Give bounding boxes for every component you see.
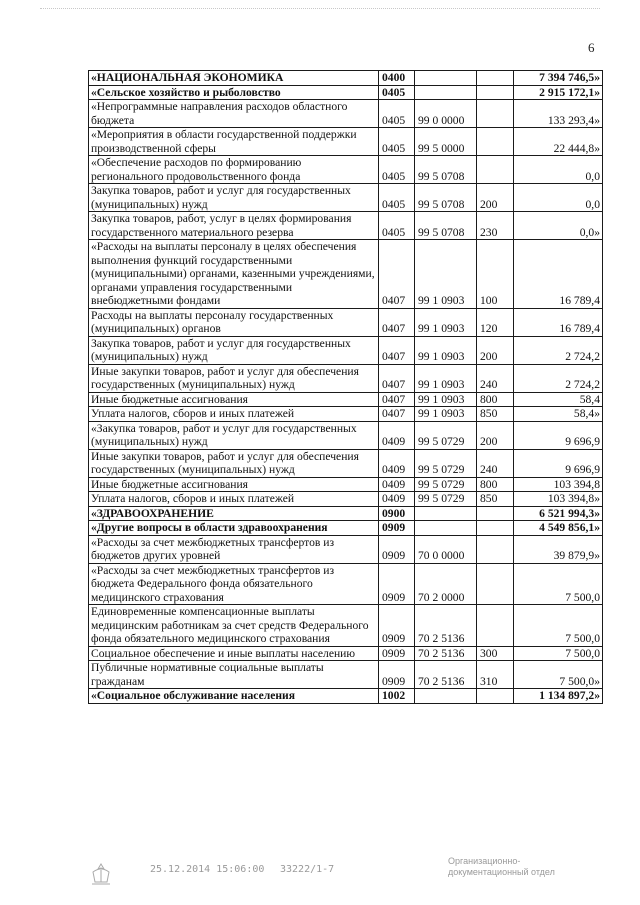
table-row (89, 364, 603, 392)
row-target-code: 70 2 5136 (415, 605, 477, 647)
table-row (89, 477, 603, 492)
footer (88, 856, 608, 890)
row-name: Публичные нормативные социальные выплаты гражданам (89, 661, 379, 689)
row-section: 0407 (379, 308, 415, 336)
budget-table-body (89, 71, 603, 704)
row-name: «Обеспечение расходов по формированию регионального продовольственного фонда (89, 156, 379, 184)
row-name: Закупка товаров, работ и услуг для государственных (муниципальных) нужд (89, 184, 379, 212)
row-target-code: 99 5 0708 (415, 212, 477, 240)
row-amount: 16 789,4 (514, 308, 603, 336)
table-row (89, 492, 603, 507)
table-row (89, 336, 603, 364)
row-target-code (415, 521, 477, 536)
table-row (89, 100, 603, 128)
row-name: Расходы на выплаты персоналу государственных (муниципальных) органов (89, 308, 379, 336)
row-target-code: 99 1 0903 (415, 407, 477, 422)
table-row (89, 71, 603, 86)
row-expense-type: 200 (477, 184, 514, 212)
row-section: 0405 (379, 100, 415, 128)
row-expense-type (477, 506, 514, 521)
table-row (89, 407, 603, 422)
row-target-code: 99 1 0903 (415, 364, 477, 392)
row-expense-type (477, 521, 514, 536)
row-section: 0909 (379, 563, 415, 605)
row-target-code: 99 5 0000 (415, 128, 477, 156)
row-section: 0405 (379, 156, 415, 184)
row-section: 0909 (379, 661, 415, 689)
row-name: «Другие вопросы в области здравоохранения (89, 521, 379, 536)
row-name: Иные бюджетные ассигнования (89, 392, 379, 407)
table-row (89, 521, 603, 536)
row-target-code: 99 1 0903 (415, 240, 477, 309)
row-section: 0400 (379, 71, 415, 86)
row-expense-type: 120 (477, 308, 514, 336)
row-section: 1002 (379, 689, 415, 704)
row-expense-type (477, 563, 514, 605)
row-amount: 22 444,8» (514, 128, 603, 156)
row-expense-type: 240 (477, 449, 514, 477)
row-amount: 9 696,9 (514, 449, 603, 477)
table-row (89, 689, 603, 704)
table-row (89, 605, 603, 647)
row-expense-type (477, 85, 514, 100)
row-amount: 7 500,0» (514, 661, 603, 689)
row-name: «НАЦИОНАЛЬНАЯ ЭКОНОМИКА (89, 71, 379, 86)
row-section: 0909 (379, 605, 415, 647)
row-amount: 0,0 (514, 184, 603, 212)
page-number: 6 (588, 40, 595, 55)
row-section: 0405 (379, 85, 415, 100)
row-name: Закупка товаров, работ, услуг в целях формирования государственного материального резерва (89, 212, 379, 240)
row-expense-type: 800 (477, 392, 514, 407)
row-expense-type: 850 (477, 492, 514, 507)
table-row (89, 184, 603, 212)
row-name: «Сельское хозяйство и рыболовство (89, 85, 379, 100)
row-target-code: 70 2 5136 (415, 646, 477, 661)
row-amount: 7 500,0 (514, 605, 603, 647)
row-expense-type: 200 (477, 336, 514, 364)
row-amount: 133 293,4» (514, 100, 603, 128)
row-amount: 1 134 897,2» (514, 689, 603, 704)
row-target-code: 99 5 0729 (415, 477, 477, 492)
row-amount: 103 394,8 (514, 477, 603, 492)
row-amount: 2 915 172,1» (514, 85, 603, 100)
emblem-icon (88, 862, 114, 886)
row-target-code: 99 0 0000 (415, 100, 477, 128)
row-amount: 2 724,2 (514, 364, 603, 392)
row-target-code: 99 1 0903 (415, 392, 477, 407)
row-target-code: 99 5 0708 (415, 184, 477, 212)
row-section: 0407 (379, 407, 415, 422)
row-amount: 0,0» (514, 212, 603, 240)
row-section: 0405 (379, 184, 415, 212)
footer-doc-number: 33222/1-7 (280, 864, 335, 875)
row-section: 0409 (379, 421, 415, 449)
row-expense-type: 300 (477, 646, 514, 661)
budget-table (88, 70, 603, 704)
row-target-code: 99 1 0903 (415, 336, 477, 364)
table-row (89, 506, 603, 521)
row-amount: 9 696,9 (514, 421, 603, 449)
row-name: «Непрограммные направления расходов областного бюджета (89, 100, 379, 128)
row-expense-type: 850 (477, 407, 514, 422)
row-section: 0909 (379, 535, 415, 563)
table-row (89, 421, 603, 449)
row-expense-type (477, 605, 514, 647)
row-name: Иные закупки товаров, работ и услуг для обеспечения государственных (муниципальных) нужд (89, 364, 379, 392)
row-section: 0407 (379, 392, 415, 407)
row-target-code (415, 71, 477, 86)
row-section: 0909 (379, 521, 415, 536)
row-target-code: 99 1 0903 (415, 308, 477, 336)
row-section: 0405 (379, 212, 415, 240)
row-name: Уплата налогов, сборов и иных платежей (89, 407, 379, 422)
row-target-code: 70 0 0000 (415, 535, 477, 563)
row-name: Закупка товаров, работ и услуг для государственных (муниципальных) нужд (89, 336, 379, 364)
table-row (89, 661, 603, 689)
row-target-code (415, 85, 477, 100)
row-section: 0409 (379, 477, 415, 492)
table-row (89, 85, 603, 100)
row-amount: 7 500,0 (514, 563, 603, 605)
row-expense-type (477, 689, 514, 704)
table-row (89, 449, 603, 477)
row-name: «Мероприятия в области государственной поддержки производственной сферы (89, 128, 379, 156)
row-name: Социальное обеспечение и иные выплаты населению (89, 646, 379, 661)
table-row (89, 156, 603, 184)
row-target-code: 99 5 0708 (415, 156, 477, 184)
scan-edge-line (40, 8, 600, 11)
row-name: Иные закупки товаров, работ и услуг для обеспечения государственных (муниципальных) нужд (89, 449, 379, 477)
row-name: «Расходы за счет межбюджетных трансфертов из бюджета Федерального фонда обязательного медицинского страхования (89, 563, 379, 605)
row-target-code: 99 5 0729 (415, 421, 477, 449)
row-expense-type: 230 (477, 212, 514, 240)
row-expense-type (477, 128, 514, 156)
row-section: 0909 (379, 646, 415, 661)
row-section: 0405 (379, 128, 415, 156)
row-expense-type (477, 156, 514, 184)
row-amount: 0,0 (514, 156, 603, 184)
row-target-code: 99 5 0729 (415, 449, 477, 477)
row-name: Уплата налогов, сборов и иных платежей (89, 492, 379, 507)
row-name: «Закупка товаров, работ и услуг для государственных (муниципальных) нужд (89, 421, 379, 449)
row-section: 0409 (379, 449, 415, 477)
footer-org-line2: документационный отдел (448, 867, 555, 877)
row-amount: 39 879,9» (514, 535, 603, 563)
footer-timestamp: 25.12.2014 15:06:00 (150, 864, 265, 875)
table-row (89, 646, 603, 661)
row-name: Иные бюджетные ассигнования (89, 477, 379, 492)
row-target-code: 99 5 0729 (415, 492, 477, 507)
row-expense-type (477, 535, 514, 563)
row-expense-type (477, 71, 514, 86)
row-amount: 7 500,0 (514, 646, 603, 661)
row-section: 0407 (379, 336, 415, 364)
row-amount: 4 549 856,1» (514, 521, 603, 536)
row-expense-type (477, 100, 514, 128)
row-amount: 7 394 746,5» (514, 71, 603, 86)
table-row (89, 128, 603, 156)
row-name: «Социальное обслуживание населения (89, 689, 379, 704)
table-row (89, 240, 603, 309)
row-name: «Расходы за счет межбюджетных трансфертов из бюджетов других уровней (89, 535, 379, 563)
row-amount: 58,4 (514, 392, 603, 407)
row-amount: 103 394,8» (514, 492, 603, 507)
row-expense-type: 800 (477, 477, 514, 492)
row-expense-type: 200 (477, 421, 514, 449)
table-row (89, 535, 603, 563)
row-target-code (415, 689, 477, 704)
row-amount: 16 789,4 (514, 240, 603, 309)
row-expense-type: 240 (477, 364, 514, 392)
footer-org-line1: Организационно- (448, 856, 521, 866)
row-section: 0409 (379, 492, 415, 507)
row-amount: 6 521 994,3» (514, 506, 603, 521)
row-name: «Расходы на выплаты персоналу в целях обеспечения выполнения функций государственными (муниципальными) органами, казенными учреждениями, органами управления государственными внебюджетными фондами (89, 240, 379, 309)
row-section: 0900 (379, 506, 415, 521)
row-expense-type: 100 (477, 240, 514, 309)
row-target-code (415, 506, 477, 521)
row-expense-type: 310 (477, 661, 514, 689)
row-amount: 58,4» (514, 407, 603, 422)
table-row (89, 563, 603, 605)
table-row (89, 212, 603, 240)
row-target-code: 70 2 5136 (415, 661, 477, 689)
row-name: Единовременные компенсационные выплаты медицинским работникам за счет средств Федерального фонда обязательного медицинского страхования (89, 605, 379, 647)
table-row (89, 308, 603, 336)
row-target-code: 70 2 0000 (415, 563, 477, 605)
table-row (89, 392, 603, 407)
row-section: 0407 (379, 240, 415, 309)
row-amount: 2 724,2 (514, 336, 603, 364)
row-name: «ЗДРАВООХРАНЕНИЕ (89, 506, 379, 521)
row-section: 0407 (379, 364, 415, 392)
footer-org (448, 856, 555, 878)
